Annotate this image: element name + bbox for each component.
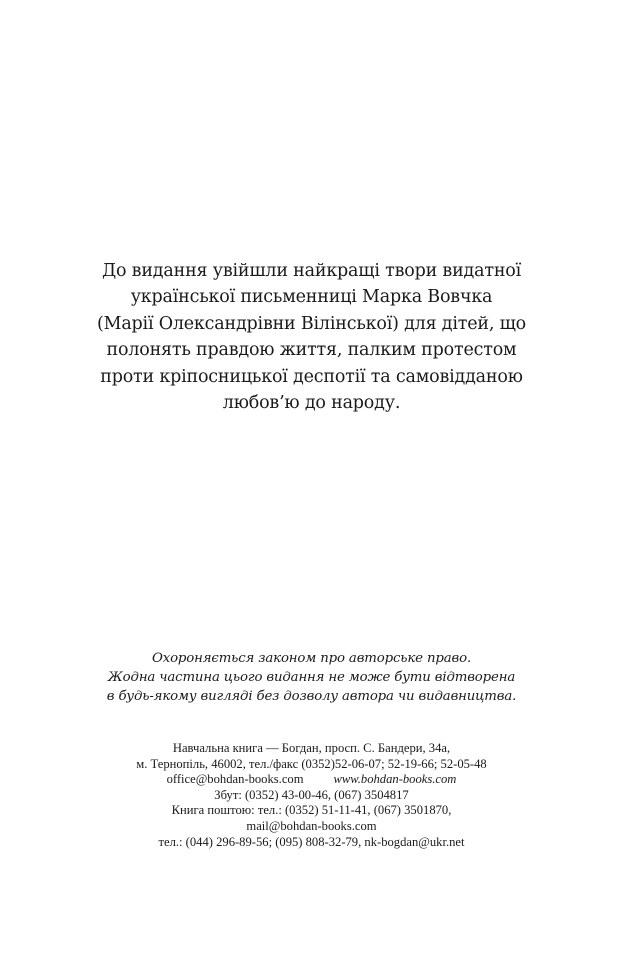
publisher-contacts <box>0 772 623 788</box>
annotation-line: любов’ю до народу. <box>222 393 401 414</box>
publisher-website: www.bohdan-books.com <box>333 772 457 787</box>
copyright-line: Охороняється законом про авторське право. <box>151 651 472 666</box>
publisher-address: Навчальна книга — Богдан, просп. С. Бандери, 34а, <box>172 741 451 755</box>
copyright-line: в будь-якому вигляді без дозволу автора чи видавництва. <box>106 689 517 704</box>
annotation-line: полонять правдою життя, палким протестом <box>106 340 517 361</box>
office-email: office@bohdan-books.com <box>166 772 304 787</box>
publisher-imprint <box>0 741 623 850</box>
annotation-line: проти кріпосницької деспотії та самовідданою <box>100 366 523 387</box>
annotation-line: (Марії Олександрівни Вілінської) для дітей, що <box>96 313 527 334</box>
mail-order-email: mail@bohdan-books.com <box>246 818 377 833</box>
annotation-line: української письменниці Марка Вовчка <box>130 287 493 308</box>
copyright-line: Жодна частина цього видання не може бути відтворена <box>107 670 516 685</box>
kyiv-phones: тел.: (044) 296-89-56; (095) 808-32-79, nk-bogdan@ukr.net <box>158 834 465 849</box>
copyright-notice <box>0 649 623 706</box>
mail-order-phones: Книга поштою: тел.: (0352) 51-11-41, (067) 3501870, <box>171 803 452 818</box>
sales-phones: Збут: (0352) 43-00-46, (067) 3504817 <box>214 787 409 802</box>
annotation-line: До видання увійшли найкращі твори видатної <box>101 261 522 281</box>
publisher-city-phones: м. Тернопіль, 46002, тел./факс (0352)52-06-07; 52-19-66; 52-05-48 <box>136 756 487 771</box>
book-annotation <box>0 258 623 416</box>
